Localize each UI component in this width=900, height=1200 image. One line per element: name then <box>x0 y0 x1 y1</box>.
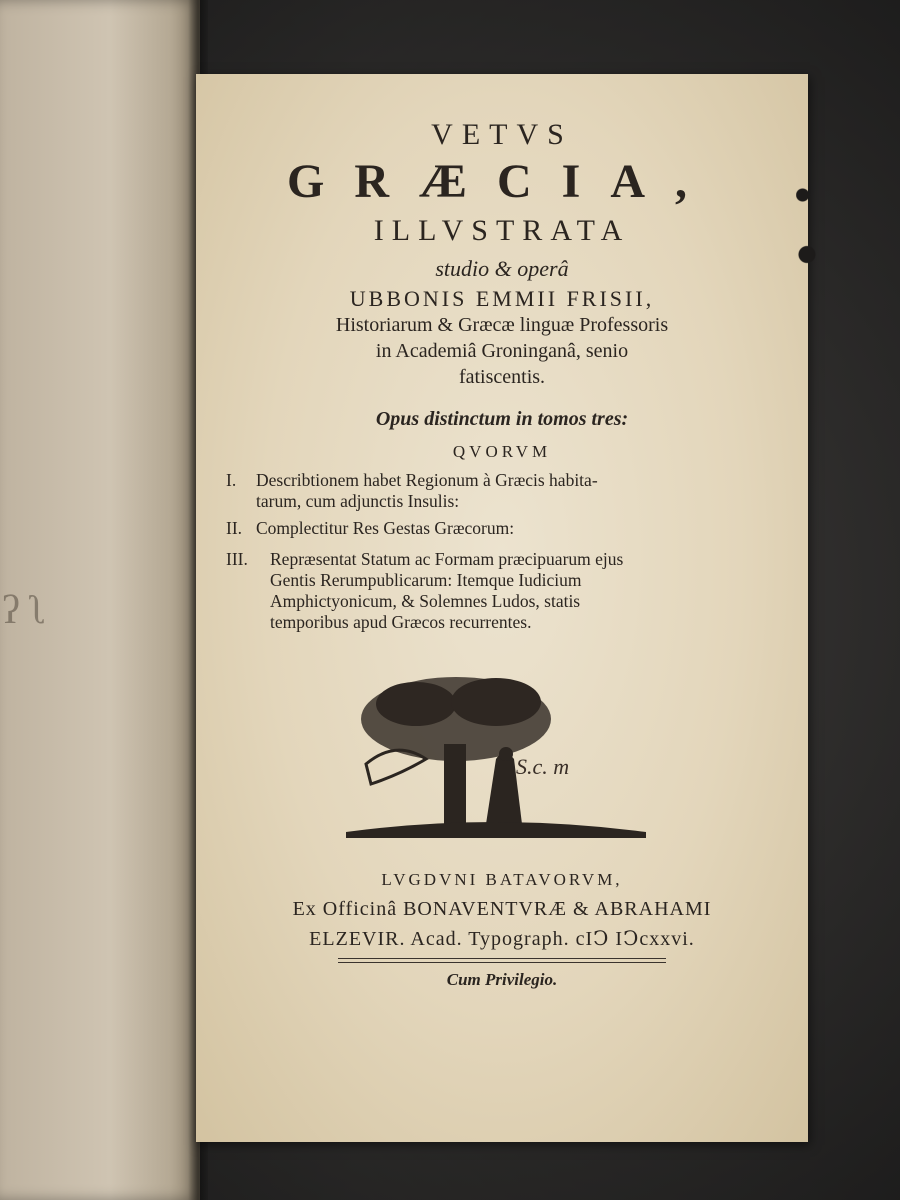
list-item-number: I. <box>226 470 237 490</box>
list-item-text: Describtionem habet Regionum à Græcis habita- <box>256 470 598 490</box>
imprint-date: ELZEVIR. Acad. Typograph. cIↃ IↃcxxvi. <box>309 928 695 950</box>
privilege-line: Cum Privilegio. <box>446 970 558 989</box>
handwritten-annotation: S.c. m <box>516 754 570 779</box>
author-name: UBBONIS EMMII FRISII, <box>349 286 655 311</box>
title-line-studio: studio & operâ <box>435 256 569 281</box>
imprint-city: LVGDVNI BATAVORVM, <box>381 870 623 889</box>
quorum-heading: QVORVM <box>452 442 552 461</box>
list-item <box>226 549 786 633</box>
printers-mark-tree-icon <box>336 664 666 844</box>
title-line-vetus: VETVS <box>431 118 573 151</box>
list-item-number: III. <box>226 549 248 569</box>
divider-rule <box>338 958 666 963</box>
list-item-text-cont: temporibus apud Græcos recurrentes. <box>270 612 532 632</box>
title-line-illustrata: ILLVSTRATA <box>373 214 631 247</box>
imprint-printer: Ex Officinâ BONAVENTVRÆ & ABRAHAMI <box>292 898 712 920</box>
left-page-ink-mark: ʔ ʅ <box>2 587 48 632</box>
list-item-text-cont: tarum, cum adjunctis Insulis: <box>256 491 460 511</box>
list-item <box>226 470 786 512</box>
opus-distinctum: Opus distinctum in tomos tres: <box>375 408 629 430</box>
list-item-text-cont: Amphictyonicum, & Solemnes Ludos, statis <box>270 591 581 611</box>
list-item-text: Complectitur Res Gestas Græcorum: <box>256 518 515 538</box>
author-academy: in Academiâ Groninganâ, senio <box>375 340 629 362</box>
author-title: Historiarum & Græcæ linguæ Professoris <box>335 314 669 336</box>
list-item-text-cont: Gentis Rerumpublicarum: Itemque Iudicium <box>270 570 582 590</box>
title-page <box>196 74 808 1142</box>
left-page <box>0 0 200 1200</box>
list-item-text: Repræsentat Statum ac Formam præcipuarum ejus <box>270 549 624 569</box>
list-item-number: II. <box>226 518 243 538</box>
list-item <box>226 518 786 539</box>
author-fatiscentis: fatiscentis. <box>458 366 546 388</box>
title-line-graecia: GRÆCIA, <box>286 155 717 208</box>
